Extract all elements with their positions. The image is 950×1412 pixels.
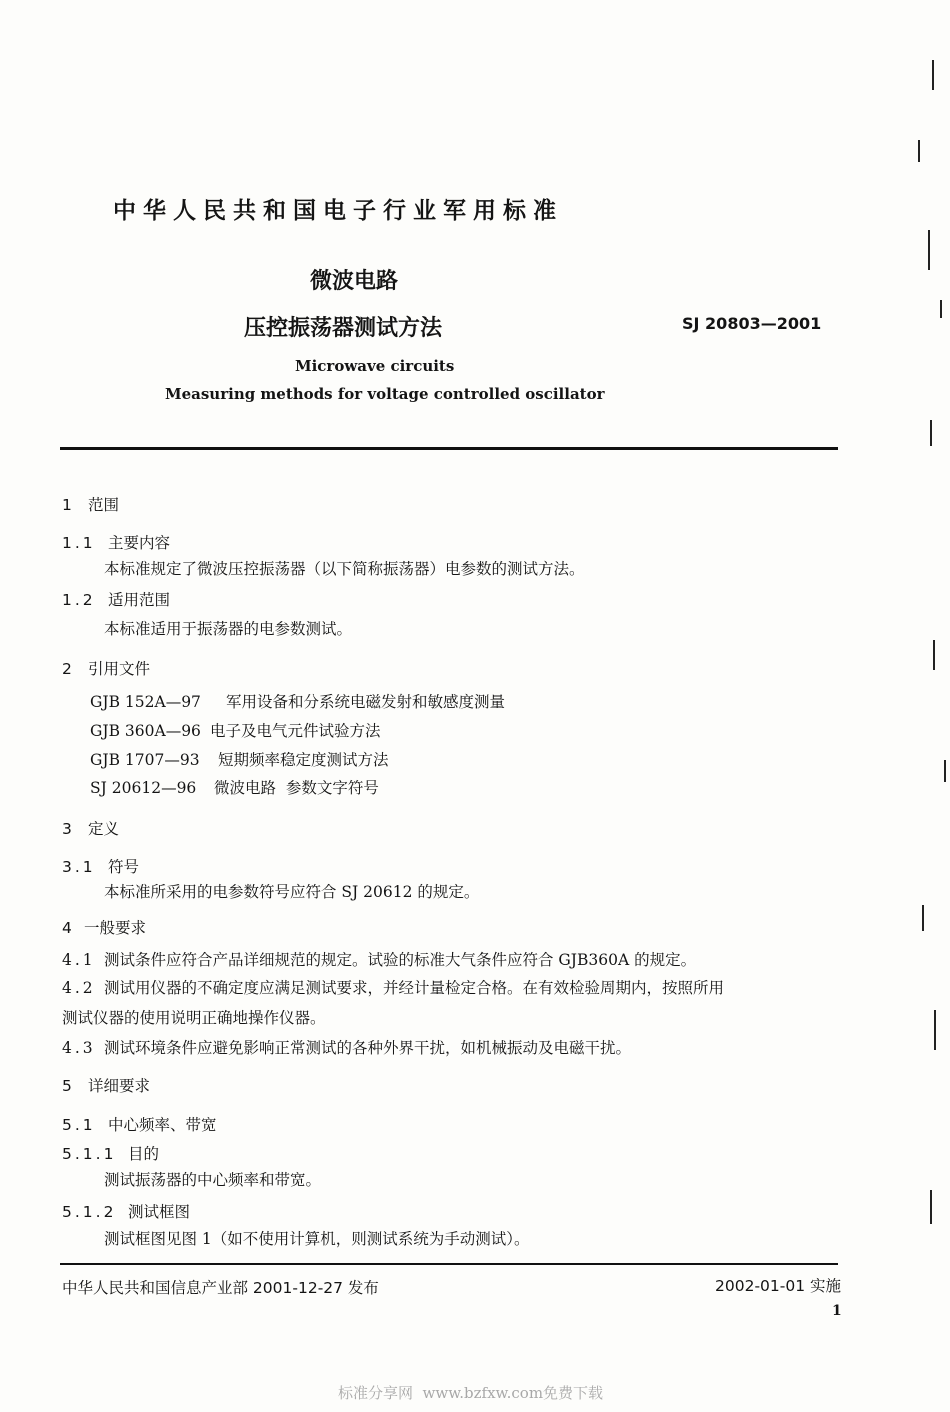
section-number: 4.3 <box>62 1039 96 1057</box>
section-4-2-continuation: 测试仪器的使用说明正确地操作仪器。 <box>62 1009 326 1027</box>
reference-item <box>90 776 379 798</box>
footer-effective: 2002-01-01 实施 <box>715 1277 842 1295</box>
page-number: 1 <box>832 1303 842 1319</box>
reference-item <box>90 690 505 712</box>
footer-rule <box>60 1263 838 1265</box>
section-3-1-heading <box>62 855 139 877</box>
section-number: 3.1 <box>62 858 96 876</box>
org-title: 中华人民共和国电子行业军用标准 <box>113 198 563 224</box>
section-number: 4.2 <box>62 979 96 997</box>
section-5-1-2-body: 测试框图见图 1（如不使用计算机，则测试系统为手动测试）。 <box>104 1230 530 1248</box>
title-line-2: 压控振荡器测试方法 <box>244 316 443 341</box>
reference-item <box>90 748 389 770</box>
standard-code: SJ 20803—2001 <box>682 314 822 333</box>
section-body: 测试条件应符合产品详细规范的规定。试验的标准大气条件应符合 GJB360A 的规定。 <box>104 951 697 969</box>
section-title: 适用范围 <box>108 591 171 609</box>
reference-item <box>90 719 381 741</box>
reference-code: SJ 20612—96 <box>90 779 197 797</box>
section-2-heading <box>62 657 150 679</box>
section-number: 1.2 <box>62 591 96 609</box>
section-1-1-heading <box>62 531 170 553</box>
reference-code: GJB 360A—96 <box>90 722 201 740</box>
section-title: 测试框图 <box>128 1203 191 1221</box>
section-title: 引用文件 <box>88 660 151 678</box>
section-number: 1 <box>62 496 72 514</box>
section-title: 目的 <box>128 1145 160 1163</box>
reference-title: 电子及电气元件试验方法 <box>210 722 381 740</box>
section-title: 主要内容 <box>108 534 171 552</box>
english-title-1: Microwave circuits <box>295 357 455 375</box>
section-number: 4 <box>62 919 72 937</box>
section-body: 测试环境条件应避免影响正常测试的各种外界干扰，如机械振动及电磁干扰。 <box>104 1039 632 1057</box>
section-4-3 <box>62 1036 631 1058</box>
header-rule <box>60 447 838 450</box>
section-5-1-1-heading <box>62 1142 159 1164</box>
section-number: 2 <box>62 660 72 678</box>
section-5-1-2-heading <box>62 1200 190 1222</box>
section-3-heading <box>62 817 119 839</box>
section-3-1-body: 本标准所采用的电参数符号应符合 SJ 20612 的规定。 <box>104 883 480 901</box>
section-number: 5.1.2 <box>62 1203 117 1221</box>
english-title-2: Measuring methods for voltage controlled oscillator <box>165 385 605 403</box>
section-5-1-heading <box>62 1113 217 1135</box>
section-1-2-body: 本标准适用于振荡器的电参数测试。 <box>104 620 353 638</box>
section-4-heading <box>62 916 146 938</box>
section-4-2 <box>62 976 724 998</box>
section-number: 5 <box>62 1077 72 1095</box>
reference-title: 微波电路 参数文字符号 <box>214 779 379 797</box>
section-number: 4.1 <box>62 951 96 969</box>
title-line-1: 微波电路 <box>310 269 399 294</box>
section-5-1-1-body: 测试振荡器的中心频率和带宽。 <box>104 1171 322 1189</box>
section-1-1-body: 本标准规定了微波压控振荡器（以下简称振荡器）电参数的测试方法。 <box>104 560 585 578</box>
section-1-2-heading <box>62 588 170 610</box>
section-title: 详细要求 <box>88 1077 151 1095</box>
section-title: 定义 <box>88 820 120 838</box>
section-body: 测试用仪器的不确定度应满足测试要求，并经计量检定合格。在有效检验周期内，按照所用 <box>104 979 725 997</box>
reference-title: 军用设备和分系统电磁发射和敏感度测量 <box>226 693 506 711</box>
watermark: 标准分享网 www.bzfxw.com免费下载 <box>338 1384 604 1402</box>
reference-title: 短期频率稳定度测试方法 <box>218 751 389 769</box>
section-1-heading <box>62 493 119 515</box>
footer-issuer: 中华人民共和国信息产业部 2001-12-27 发布 <box>62 1279 379 1297</box>
section-4-1 <box>62 948 696 970</box>
section-title: 符号 <box>108 858 140 876</box>
reference-code: GJB 152A—97 <box>90 693 201 711</box>
section-title: 中心频率、带宽 <box>108 1116 217 1134</box>
section-number: 1.1 <box>62 534 96 552</box>
section-title: 一般要求 <box>84 919 147 937</box>
section-number: 5.1 <box>62 1116 96 1134</box>
reference-code: GJB 1707—93 <box>90 751 200 769</box>
section-number: 3 <box>62 820 72 838</box>
section-title: 范围 <box>88 496 120 514</box>
section-number: 5.1.1 <box>62 1145 117 1163</box>
section-5-heading <box>62 1074 150 1096</box>
